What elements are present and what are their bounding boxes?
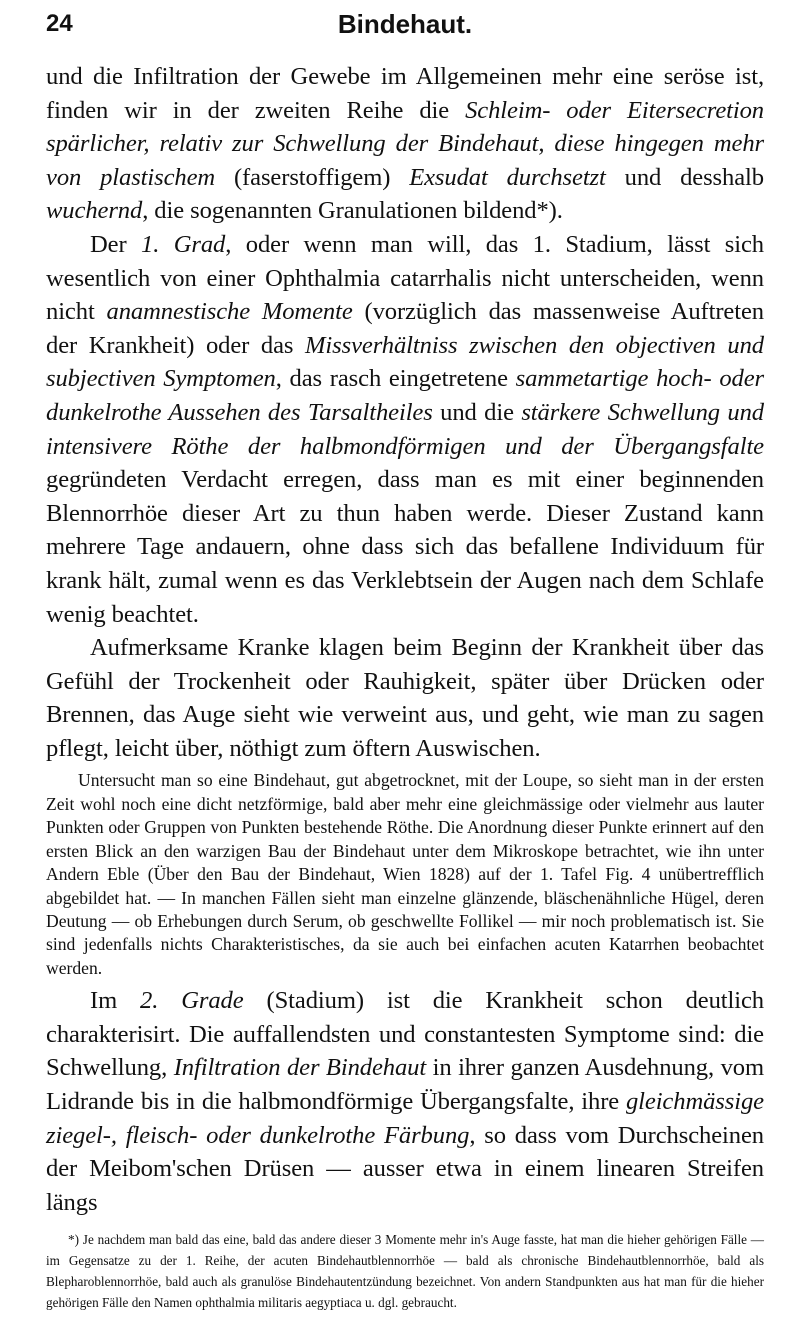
emphasis-run: wuchernd [46, 197, 143, 225]
paragraph-continuation [46, 60, 764, 228]
text-run: gegründeten Verdacht erregen, dass man es mit einer beginnenden Blennorrhöe dieser Art zu thun haben werde. Dieser Zustand kann mehrere Tage andauern, ohne dass sich das befallene Individuum für krank hält, zumal wenn es das Verklebtsein der Augen nach dem Schlafe wenig beachtet. [46, 466, 764, 628]
text-run: (faserstoffigem) [215, 163, 410, 191]
text-run: und die Infiltration der Gewebe im Allgemeinen mehr eine seröse ist, finden wir in der zweiten Reihe die [46, 63, 764, 124]
emphasis-run: Missverhältniss zwischen den objectiven und subjectiven Symptomen [46, 331, 764, 393]
paragraph-first-grade [46, 228, 764, 631]
emphasis-run: stärkere Schwellung und intensivere Röthe der halbmondförmigen und der Übergangsfalte [46, 398, 764, 460]
text-run: , die sogenannten Granulationen bildend*). [142, 197, 563, 225]
footnote-text: *) Je nachdem man bald das eine, bald das andere dieser 3 Momente mehr in's Auge fasste, hat man die hieher gehörigen Fälle — im Gegensatze zu der 1. Reihe, der acuten Bindehautblennorrhöe — bald als chronische Bindehautblennorrhöe, bald als Blepharoblennorrhöe, bald auch als granulöse Bindehautentzündung bezeichnet. Von andern Standpunkten aus hat man für die hieher gehörigen Fälle den Namen ophthalmia militaris aegyptiaca u. dgl. gebraucht. [46, 1232, 764, 1311]
emphasis-run: 2. Grade [140, 987, 244, 1015]
footnote [46, 1229, 764, 1313]
paragraph-second-grade [46, 984, 764, 1219]
text-run: , so dass vom Durchscheinen der Meibom'schen Drüsen — ausser etwa in einem linearen Streifen längs [46, 1121, 764, 1216]
text-run: Untersucht man so eine Bindehaut, gut abgetrocknet, mit der Loupe, so sieht man in der ersten Zeit wohl noch eine dicht netzförmige, bald aber mehr eine gleichmässige oder vielmehr aus lauter Punkten oder Gruppen von Punkten bestehende Röthe. Die Anordnung dieser Punkte erinnert auf den ersten Blick an den warzigen Bau der Bindehaut unter dem Mikroskope betrachtet, wie ihn unter Andern Eble (Über den Bau der Bindehaut, Wien 1828) auf der 1. Tafel Fig. 4 unübertrefflich abgebildet hat. — In manchen Fällen sieht man einzelne glänzende, bläschenähnliche Hügel, deren Deutung — ob Erhebungen durch Serum, ob geschwellte Follikel — mir noch problematisch ist. Sie sind jedenfalls nichts Charakteristisches, da sie auch bei einfachen acuten Katarrhen beobachtet werden. [46, 770, 764, 978]
text-run: Im [90, 987, 141, 1015]
running-title: Bindehaut. [337, 9, 473, 39]
emphasis-run: gleichmässige ziegel-, fleisch- oder dunkelrothe Färbung [46, 1087, 764, 1149]
emphasis-run: anamnestische Momente [106, 298, 353, 326]
emphasis-run: Exsudat durchsetzt [409, 163, 606, 191]
text-run: (vorzüglich das massenweise Auftreten der Krankheit) oder das [46, 298, 764, 359]
text-run: und die [432, 398, 522, 426]
emphasis-run: 1. Grad [141, 230, 226, 258]
page-number: 24 [46, 10, 73, 37]
emphasis-run: sammetartige hoch- oder dunkelrothe Aussehen des Tarsaltheiles [46, 365, 765, 426]
text-run: und desshalb [605, 163, 764, 191]
text-run: Aufmerksame Kranke klagen beim Beginn der Krankheit über das Gefühl der Trockenheit oder Rauhigkeit, später über Drücken oder Brennen, das Auge sieht wie verweint aus, und geht, wie man zu sagen pflegt, leicht über, nöthigt zum öftern Auswischen. [46, 634, 764, 762]
text-run: Der [90, 230, 142, 258]
emphasis-run: Schleim- oder Eitersecretion spärlicher, relativ zur Schwellung der Bindehaut, diese hingegen mehr von plastischem [46, 96, 764, 191]
paragraph-symptoms [46, 631, 764, 765]
text-run: in ihrer ganzen Ausdehnung, vom Lidrande bis in die halbmondförmige Übergangsfalte, ihre [46, 1054, 764, 1115]
text-run: , das rasch eingetretene [275, 365, 516, 393]
running-head [46, 0, 764, 60]
text-run: , oder wenn man will, das 1. Stadium, lässt sich wesentlich von einer Ophthalmia catarrhalis nicht unterscheiden, wenn nicht [46, 230, 765, 326]
text-run: (Stadium) ist die Krankheit schon deutlich charakterisirt. Die auffallendsten und constantesten Symptome sind: die Schwellung, [46, 987, 764, 1082]
emphasis-run: Infiltration der Bindehaut [173, 1054, 427, 1082]
small-print-paragraph [46, 769, 764, 980]
